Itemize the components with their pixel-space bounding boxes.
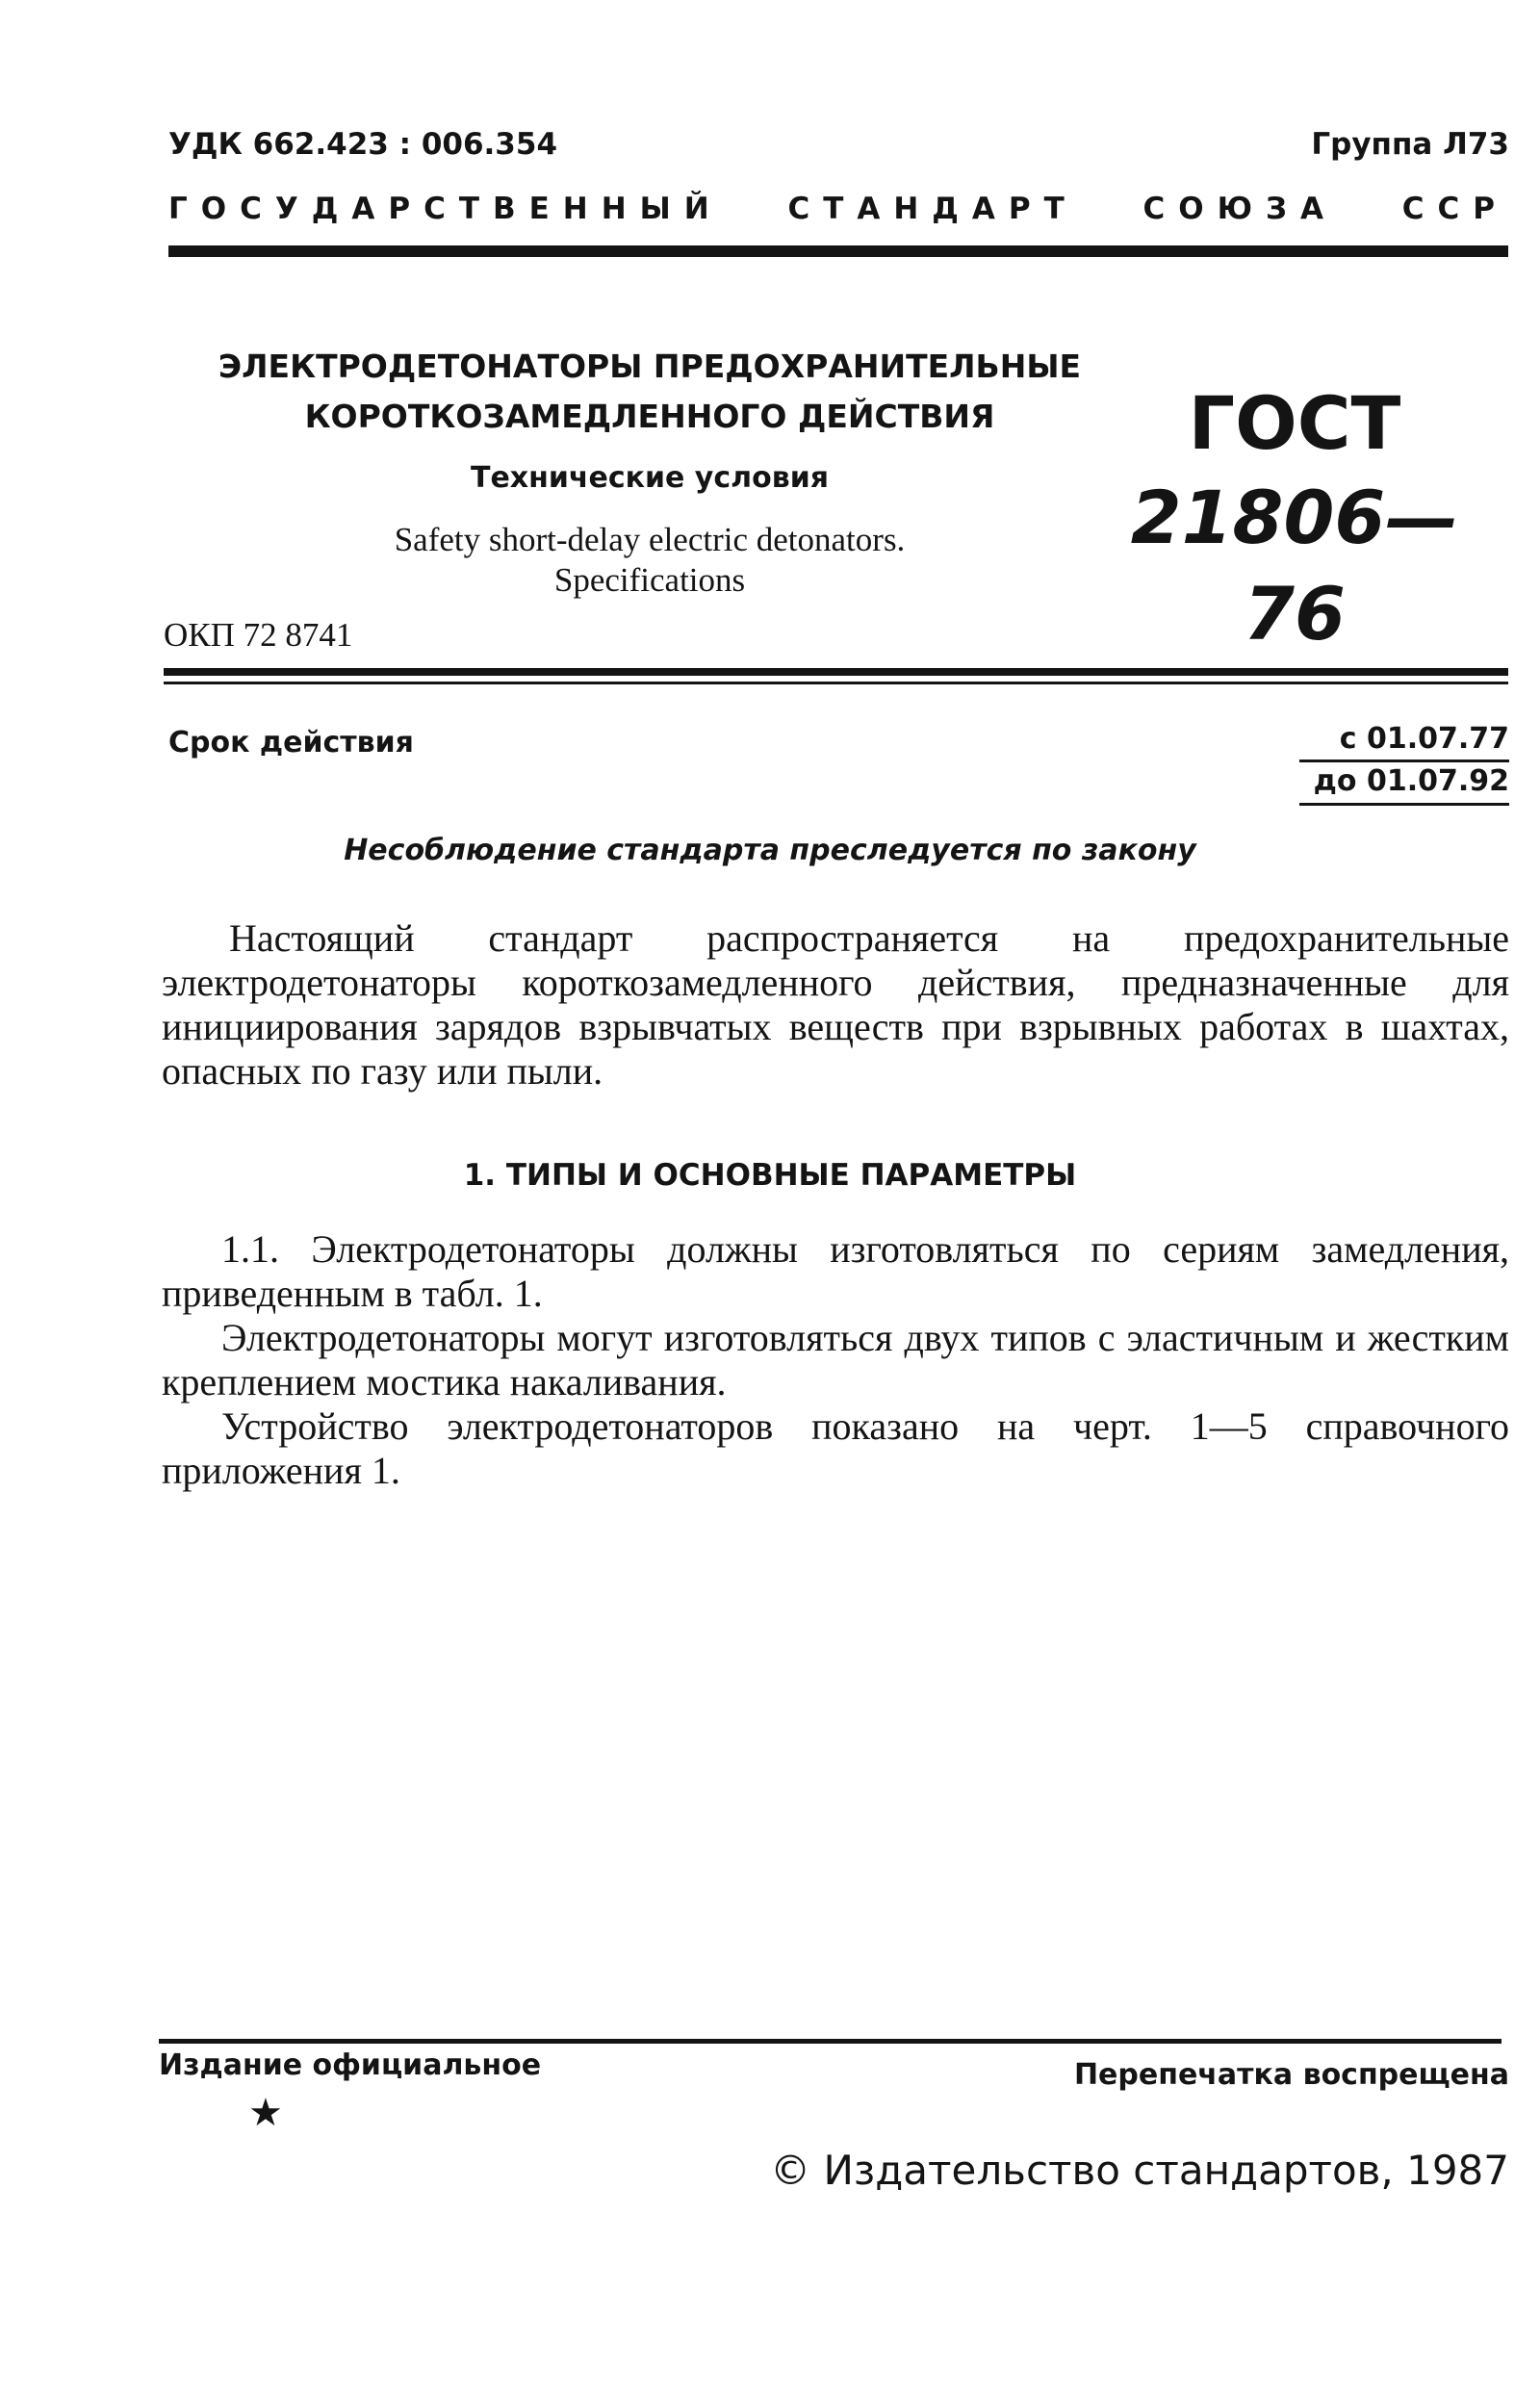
title-line: КОРОТКОЗАМЕДЛЕННОГО ДЕЙСТВИЯ bbox=[304, 398, 995, 435]
section-rule-thin bbox=[164, 682, 1508, 684]
header-rule-thick bbox=[168, 245, 1508, 257]
section-heading: 1. ТИПЫ И ОСНОВНЫЕ ПАРАМЕТРЫ bbox=[463, 1158, 1077, 1193]
gost-label: ГОСТ bbox=[1188, 380, 1401, 466]
banner-word: СОЮЗА bbox=[1142, 192, 1338, 226]
title-line: ЭЛЕКТРОДЕТОНАТОРЫ ПРЕДОХРАНИТЕЛЬНЫЕ bbox=[218, 348, 1082, 385]
title-block bbox=[168, 342, 1131, 601]
valid-from: с 01.07.77 bbox=[1339, 722, 1509, 756]
copyright: © Издательство стандартов, 1987 bbox=[770, 2147, 1509, 2194]
udk-code: УДК 662.423 : 006.354 bbox=[168, 127, 558, 162]
group-code: Группа Л73 bbox=[1311, 127, 1509, 162]
footer-rule bbox=[159, 2039, 1502, 2044]
valid-to: до 01.07.92 bbox=[1313, 764, 1509, 798]
clause-paragraph: Устройство электродетонаторов показано на черт. 1—5 справочного приложения 1. bbox=[162, 1404, 1509, 1492]
subtitle: Технические условия bbox=[471, 461, 829, 495]
clause-paragraph: Электродетонаторы могут изготовляться двух типов с эластичным и жестким креплением мостика накаливания. bbox=[162, 1316, 1509, 1404]
banner-word: ГОСУДАРСТВЕННЫЙ bbox=[168, 192, 723, 226]
gost-number: 21806—76 bbox=[1130, 475, 1459, 657]
edition-label: Издание официальное bbox=[159, 2048, 542, 2082]
banner-word: СТАНДАРТ bbox=[787, 192, 1078, 226]
reprint-notice: Перепечатка воспрещена bbox=[1073, 2058, 1509, 2092]
intro-paragraph: Настоящий стандарт распространяется на предохранительные электродетонаторы короткозамедленного действия, предназначенные для инициирования зарядов взрывчатых веществ при взрывных работах в шахтах, опасных по газу или пыли. bbox=[162, 916, 1509, 1093]
section-rule-thick bbox=[164, 668, 1508, 676]
validity-rule bbox=[1299, 760, 1509, 762]
okp-code: ОКП 72 8741 bbox=[164, 616, 353, 654]
english-title-line: Specifications bbox=[553, 561, 746, 599]
legal-notice: Несоблюдение стандарта преследуется по закону bbox=[344, 834, 1196, 867]
banner-word: ССР bbox=[1401, 192, 1508, 226]
validity-rule bbox=[1299, 803, 1509, 806]
english-title-line: Safety short-delay electric detonators. bbox=[394, 521, 906, 558]
validity-label: Срок действия bbox=[168, 726, 414, 760]
state-standard-banner bbox=[168, 192, 1508, 226]
star-icon: ★ bbox=[248, 2091, 283, 2134]
clause-paragraph: 1.1. Электродетонаторы должны изготовляться по сериям замедления, приведенным в табл. 1. bbox=[162, 1227, 1509, 1315]
